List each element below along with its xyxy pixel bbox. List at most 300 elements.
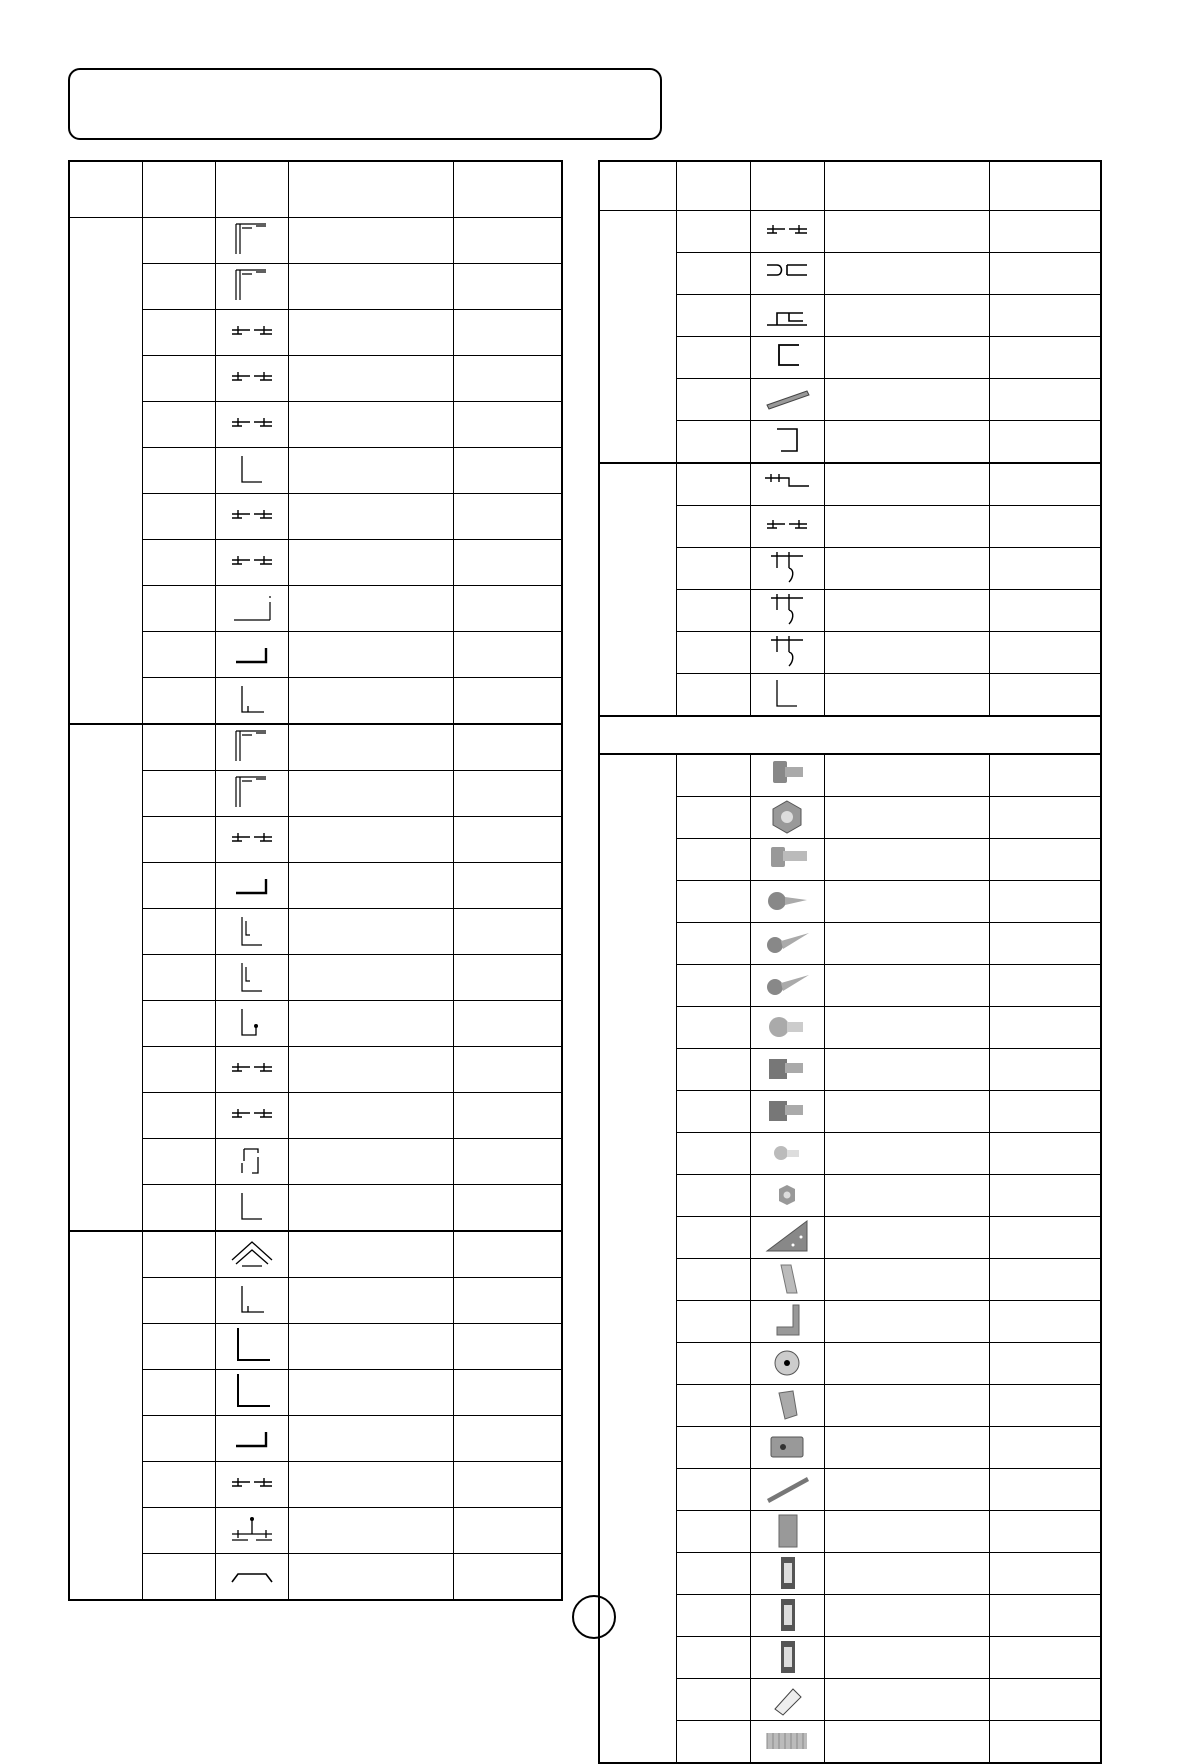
part-name	[288, 1001, 453, 1047]
part-name	[288, 1185, 453, 1232]
table-row	[69, 1093, 562, 1139]
part-image	[215, 1001, 288, 1047]
part-image	[215, 1370, 288, 1416]
angle-bracket-icon	[751, 1301, 824, 1342]
part-name	[288, 817, 453, 863]
part-code	[676, 463, 750, 506]
part-name	[824, 965, 989, 1007]
part-image	[750, 463, 824, 506]
end-cap-icon	[751, 1553, 824, 1594]
profile-step-long-icon	[751, 464, 824, 505]
part-code	[142, 724, 215, 771]
group-label	[599, 463, 676, 716]
part-qty	[989, 379, 1101, 421]
table-row	[69, 448, 562, 494]
part-image	[750, 1049, 824, 1091]
part-code	[676, 839, 750, 881]
gusset-plate-icon	[751, 1217, 824, 1258]
part-image	[750, 1217, 824, 1259]
part-image	[750, 379, 824, 421]
part-code	[676, 1007, 750, 1049]
part-qty	[453, 1554, 562, 1601]
profile-tee-tall-icon	[216, 266, 288, 307]
t-bolt-icon	[751, 1049, 824, 1090]
part-code	[676, 1553, 750, 1595]
part-image	[215, 1047, 288, 1093]
part-qty	[989, 421, 1101, 464]
part-code	[142, 1462, 215, 1508]
part-name	[288, 356, 453, 402]
part-qty	[453, 771, 562, 817]
part-code	[142, 218, 215, 264]
profile-double-tee-icon	[216, 1095, 288, 1136]
part-code	[142, 494, 215, 540]
part-qty	[453, 356, 562, 402]
part-image	[215, 310, 288, 356]
part-qty	[989, 1259, 1101, 1301]
part-name	[288, 1278, 453, 1324]
part-image	[215, 218, 288, 264]
strip-icon	[751, 379, 824, 420]
part-image	[750, 754, 824, 797]
part-image	[215, 264, 288, 310]
group-label	[599, 211, 676, 464]
part-name	[288, 1139, 453, 1185]
part-image	[750, 1091, 824, 1133]
left-parts-table	[68, 160, 563, 1601]
part-code	[676, 754, 750, 797]
table-row	[69, 1554, 562, 1601]
washer-icon	[751, 1343, 824, 1384]
part-name	[824, 632, 989, 674]
part-qty	[989, 1385, 1101, 1427]
part-qty	[453, 1047, 562, 1093]
profile-angle-hook-icon	[216, 1003, 288, 1044]
part-name	[288, 1324, 453, 1370]
profile-tee-curl-icon	[751, 632, 824, 673]
part-name	[824, 839, 989, 881]
part-code	[142, 264, 215, 310]
table-row	[69, 1185, 562, 1232]
profile-double-tee-icon	[216, 404, 288, 445]
part-name	[824, 1511, 989, 1553]
part-qty	[989, 965, 1101, 1007]
part-image	[215, 1462, 288, 1508]
part-code	[676, 965, 750, 1007]
part-image	[750, 295, 824, 337]
part-name	[824, 1427, 989, 1469]
part-code	[142, 955, 215, 1001]
part-code	[142, 1370, 215, 1416]
profile-channel-icon	[216, 1418, 288, 1459]
part-qty	[989, 1469, 1101, 1511]
part-image	[750, 1007, 824, 1049]
part-name	[288, 310, 453, 356]
part-image	[215, 817, 288, 863]
part-qty	[453, 1370, 562, 1416]
group-label	[69, 724, 142, 1231]
small-bolt-icon	[751, 1133, 824, 1174]
part-name	[288, 1554, 453, 1601]
profile-clip-icon	[751, 253, 824, 294]
part-code	[142, 1508, 215, 1554]
profile-ridge-icon	[216, 1234, 288, 1275]
header-qty	[989, 161, 1101, 211]
table-row	[69, 724, 562, 771]
part-name	[824, 295, 989, 337]
bolt-long-icon	[751, 839, 824, 880]
part-name	[824, 674, 989, 717]
part-qty	[453, 494, 562, 540]
table-row	[69, 817, 562, 863]
part-code	[676, 337, 750, 379]
profile-double-tee-icon	[216, 542, 288, 583]
profile-arch-icon	[216, 1556, 288, 1597]
section-separator	[599, 716, 1101, 754]
table-row	[69, 1508, 562, 1554]
part-code	[142, 909, 215, 955]
part-image	[750, 881, 824, 923]
part-code	[142, 1324, 215, 1370]
part-qty	[989, 1721, 1101, 1764]
part-code	[676, 379, 750, 421]
table-row	[69, 771, 562, 817]
part-qty	[989, 590, 1101, 632]
part-qty	[453, 264, 562, 310]
part-qty	[453, 724, 562, 771]
part-code	[142, 863, 215, 909]
section-separator-row	[599, 716, 1101, 754]
part-qty	[989, 754, 1101, 797]
page-number	[572, 1595, 616, 1639]
part-name	[824, 923, 989, 965]
part-image	[750, 1721, 824, 1764]
part-image	[750, 923, 824, 965]
table-row	[69, 310, 562, 356]
profile-tee-post-icon	[216, 1510, 288, 1551]
sleeve-icon	[751, 1679, 824, 1720]
part-name	[288, 678, 453, 725]
round-head-bolt-icon	[751, 1007, 824, 1048]
profile-channel-icon	[216, 634, 288, 675]
header-group	[69, 161, 142, 218]
part-image	[750, 421, 824, 464]
part-code	[676, 548, 750, 590]
part-qty	[989, 1133, 1101, 1175]
part-name	[824, 754, 989, 797]
screw-long-icon	[751, 923, 824, 964]
group-label	[69, 1231, 142, 1600]
part-image	[215, 1324, 288, 1370]
part-name	[288, 1047, 453, 1093]
part-name	[824, 1049, 989, 1091]
part-image	[215, 540, 288, 586]
part-code	[676, 1385, 750, 1427]
part-image	[750, 674, 824, 717]
part-image	[215, 1185, 288, 1232]
part-name	[288, 632, 453, 678]
part-qty	[989, 1511, 1101, 1553]
part-image	[750, 1301, 824, 1343]
part-qty	[453, 632, 562, 678]
profile-double-tee-icon	[216, 312, 288, 353]
part-name	[824, 463, 989, 506]
part-code	[142, 1047, 215, 1093]
part-code	[676, 923, 750, 965]
part-name	[288, 540, 453, 586]
part-name	[824, 1721, 989, 1764]
profile-step-icon	[751, 295, 824, 336]
table-row	[69, 632, 562, 678]
part-name	[288, 264, 453, 310]
profile-angle-large-icon	[216, 1372, 288, 1413]
part-name	[824, 1007, 989, 1049]
part-image	[215, 1554, 288, 1601]
small-nut-icon	[751, 1175, 824, 1216]
table-row	[69, 494, 562, 540]
part-code	[676, 1049, 750, 1091]
part-image	[215, 1139, 288, 1185]
part-image	[215, 356, 288, 402]
table-row	[69, 1416, 562, 1462]
table-row	[69, 264, 562, 310]
part-image	[215, 724, 288, 771]
part-code	[142, 1185, 215, 1232]
profile-angle-lip-icon	[216, 680, 288, 721]
part-code	[676, 1091, 750, 1133]
nut-icon	[751, 797, 824, 838]
part-image	[750, 1511, 824, 1553]
part-image	[750, 590, 824, 632]
part-code	[142, 1278, 215, 1324]
header-image	[215, 161, 288, 218]
part-code	[676, 1595, 750, 1637]
part-name	[288, 1231, 453, 1278]
part-code	[142, 310, 215, 356]
table-row	[69, 863, 562, 909]
part-image	[215, 494, 288, 540]
part-image	[750, 1553, 824, 1595]
part-name	[288, 724, 453, 771]
part-qty	[989, 1637, 1101, 1679]
part-code	[676, 1721, 750, 1764]
screw-long-icon	[751, 965, 824, 1006]
part-qty	[989, 632, 1101, 674]
part-code	[142, 678, 215, 725]
header-name	[824, 161, 989, 211]
part-code	[142, 1093, 215, 1139]
part-name	[824, 1259, 989, 1301]
clip-icon	[751, 1385, 824, 1426]
part-image	[750, 1385, 824, 1427]
part-image	[215, 1278, 288, 1324]
part-image	[215, 1231, 288, 1278]
part-code	[676, 1301, 750, 1343]
brush-seal-icon	[751, 1721, 824, 1762]
part-image	[215, 632, 288, 678]
part-image	[750, 797, 824, 839]
table-row	[69, 540, 562, 586]
header-name	[288, 161, 453, 218]
block-icon	[751, 1427, 824, 1468]
profile-tee-curl-icon	[751, 548, 824, 589]
part-code	[142, 1231, 215, 1278]
part-name	[824, 1217, 989, 1259]
part-name	[824, 1091, 989, 1133]
part-name	[824, 1595, 989, 1637]
part-name	[824, 1133, 989, 1175]
part-code	[676, 1259, 750, 1301]
part-qty	[989, 1595, 1101, 1637]
profile-angle-lip-icon	[216, 1280, 288, 1321]
profile-double-tee-icon	[751, 211, 824, 252]
part-code	[676, 1133, 750, 1175]
profile-angle-icon	[216, 450, 288, 491]
table-row	[69, 955, 562, 1001]
part-name	[288, 218, 453, 264]
part-name	[824, 211, 989, 253]
part-image	[750, 1343, 824, 1385]
part-code	[676, 253, 750, 295]
part-name	[288, 1462, 453, 1508]
part-image	[215, 1508, 288, 1554]
part-name	[824, 1637, 989, 1679]
table-row	[599, 211, 1101, 253]
profile-tee-tall-icon	[216, 220, 288, 261]
part-image	[215, 586, 288, 632]
part-name	[824, 253, 989, 295]
right-parts-table	[598, 160, 1102, 1764]
part-image	[215, 678, 288, 725]
screw-icon	[751, 881, 824, 922]
table-row	[69, 402, 562, 448]
part-qty	[453, 1462, 562, 1508]
part-image	[750, 1175, 824, 1217]
part-code	[142, 1554, 215, 1601]
part-qty	[453, 955, 562, 1001]
part-code	[676, 881, 750, 923]
profile-double-tee-icon	[751, 506, 824, 547]
part-name	[288, 494, 453, 540]
part-qty	[989, 253, 1101, 295]
part-qty	[453, 1508, 562, 1554]
part-code	[142, 1416, 215, 1462]
part-image	[750, 1469, 824, 1511]
part-image	[750, 506, 824, 548]
profile-double-tee-icon	[216, 819, 288, 860]
part-image	[215, 1093, 288, 1139]
part-code	[142, 586, 215, 632]
part-image	[750, 211, 824, 253]
header-image	[750, 161, 824, 211]
table-row	[69, 1324, 562, 1370]
part-code	[676, 797, 750, 839]
part-name	[824, 337, 989, 379]
part-qty	[989, 1553, 1101, 1595]
part-name	[288, 1508, 453, 1554]
table-row	[69, 1370, 562, 1416]
part-image	[215, 909, 288, 955]
part-code	[676, 1511, 750, 1553]
part-code	[676, 211, 750, 253]
profile-double-tee-icon	[216, 1049, 288, 1090]
part-code	[142, 356, 215, 402]
part-code	[676, 1427, 750, 1469]
part-code	[676, 1637, 750, 1679]
table-header-row	[599, 161, 1101, 211]
table-row	[69, 586, 562, 632]
part-code	[676, 632, 750, 674]
part-image	[750, 632, 824, 674]
table-row	[69, 1001, 562, 1047]
table-row	[69, 909, 562, 955]
profile-channel-icon	[216, 865, 288, 906]
part-name	[288, 1093, 453, 1139]
part-qty	[989, 337, 1101, 379]
profile-double-tee-icon	[216, 1464, 288, 1505]
part-code	[142, 1001, 215, 1047]
t-bolt-icon	[751, 1091, 824, 1132]
part-qty	[989, 1091, 1101, 1133]
part-qty	[989, 1301, 1101, 1343]
part-name	[824, 1175, 989, 1217]
part-qty	[453, 1231, 562, 1278]
part-qty	[989, 463, 1101, 506]
part-qty	[453, 218, 562, 264]
part-qty	[453, 310, 562, 356]
part-name	[824, 1301, 989, 1343]
part-code	[142, 771, 215, 817]
part-image	[750, 337, 824, 379]
part-qty	[453, 1416, 562, 1462]
profile-tee-tall-icon	[216, 727, 288, 768]
part-qty	[989, 674, 1101, 717]
part-name	[824, 797, 989, 839]
profile-angle-icon	[751, 674, 824, 715]
part-image	[750, 965, 824, 1007]
group-label	[69, 218, 142, 725]
part-code	[142, 632, 215, 678]
table-row	[69, 1462, 562, 1508]
part-image	[215, 863, 288, 909]
rod-icon	[751, 1469, 824, 1510]
part-code	[142, 448, 215, 494]
part-qty	[453, 586, 562, 632]
part-qty	[989, 211, 1101, 253]
part-qty	[989, 295, 1101, 337]
part-name	[824, 548, 989, 590]
part-qty	[989, 797, 1101, 839]
part-name	[288, 586, 453, 632]
part-name	[288, 863, 453, 909]
part-image	[215, 1416, 288, 1462]
part-image	[215, 448, 288, 494]
part-qty	[453, 1278, 562, 1324]
profile-flat-hook-icon	[216, 588, 288, 629]
part-qty	[989, 1175, 1101, 1217]
profile-double-tee-icon	[216, 496, 288, 537]
part-code	[676, 421, 750, 464]
table-row	[69, 1047, 562, 1093]
part-code	[676, 1217, 750, 1259]
part-qty	[453, 817, 562, 863]
part-qty	[453, 402, 562, 448]
part-image	[215, 402, 288, 448]
part-image	[750, 839, 824, 881]
part-name	[288, 909, 453, 955]
table-header-row	[69, 161, 562, 218]
part-qty	[989, 1049, 1101, 1091]
